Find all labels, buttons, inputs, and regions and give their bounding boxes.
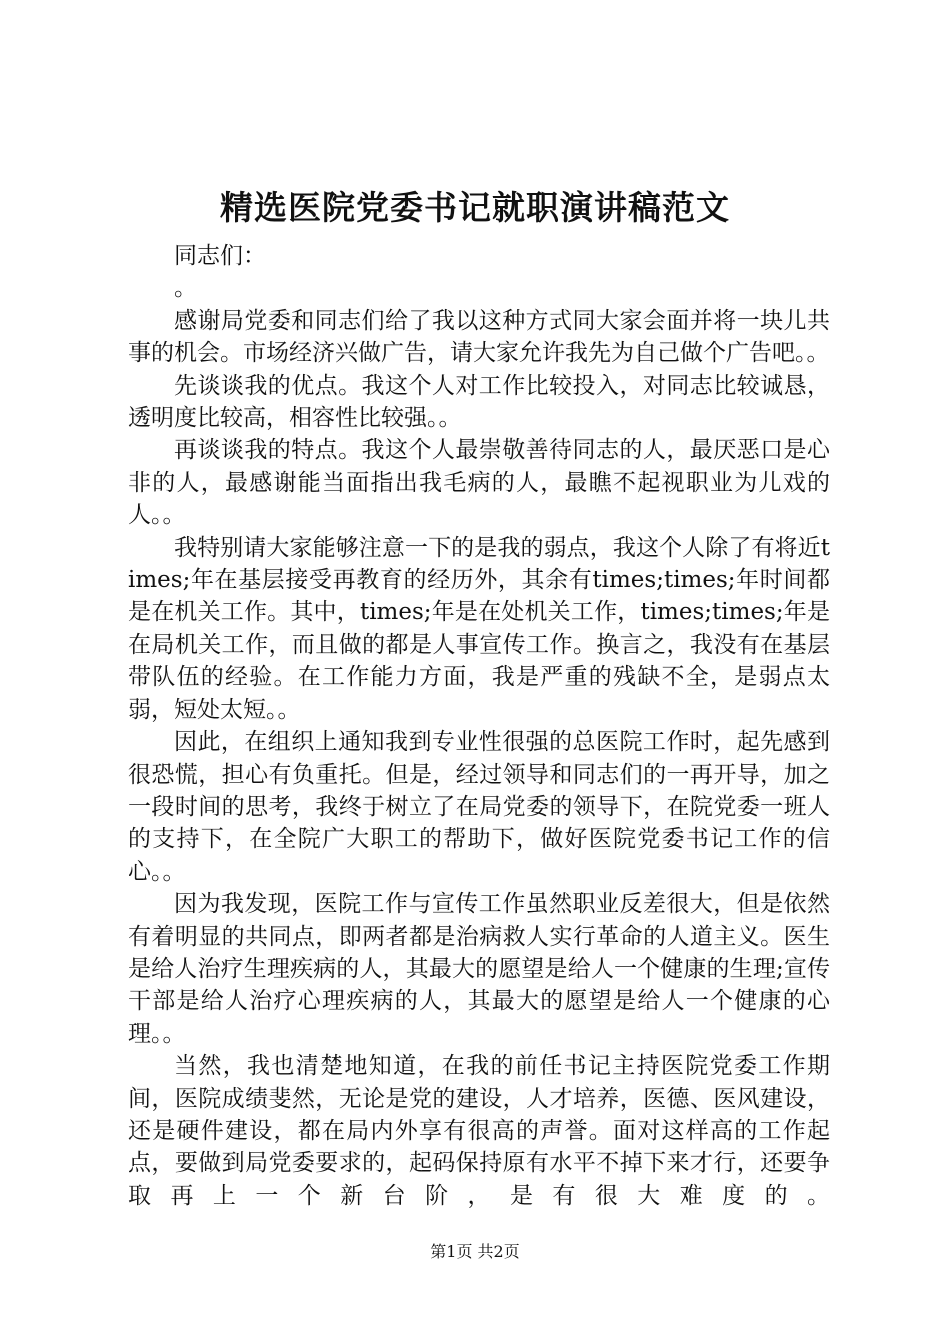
paragraph: 感谢局党委和同志们给了我以这种方式同大家会面并将一块儿共事的机会。市场经济兴做广告，请大家允许我先为自己做个广告吧。。 (128, 307, 830, 367)
paragraph: 再谈谈我的特点。我这个人最崇敬善待同志的人，最厌恶口是心非的人，最感谢能当面指出我毛病的人，最瞧不起视职业为儿戏的人。。 (128, 437, 830, 529)
paragraph: 当然，我也清楚地知道，在我的前任书记主持医院党委工作期间，医院成绩斐然，无论是党的建设，人才培养，医德、医风建设，还是硬件建设，都在局内外享有很高的声誉。面对这样高的工作起点，要做到局党委要求的，起码保持原有水平不掉下来才行，还要争取再上一个新台阶，是有很大难度的。 (128, 1053, 830, 1209)
paragraph: 因此，在组织上通知我到专业性很强的总医院工作时，起先感到很恐慌，担心有负重托。但是，经过领导和同志们的一再开导，加之一段时间的思考，我终于树立了在局党委的领导下，在院党委一班人的支持下，在全院广大职工的帮助下，做好医院党委书记工作的信心。。 (128, 729, 830, 885)
paragraph: 我特别请大家能够注意一下的是我的弱点，我这个人除了有将近times;年在基层接受再教育的经历外，其余有times;times;年时间都是在机关工作。其中，times;年是在处机关工作，times;times;年是在局机关工作，而且做的都是人事宣传工作。换言之，我没有在基层带队伍的经验。在工作能力方面，我是严重的残缺不全，是弱点太弱，短处太短。。 (128, 534, 830, 723)
paragraph: 。 (174, 275, 197, 302)
paragraph: 因为我发现，医院工作与宣传工作虽然职业反差很大，但是依然有着明显的共同点，即两者都是治病救人实行革命的人道主义。医生是给人治疗生理疾病的人，其最大的愿望是给人一个健康的生理;宣传干部是给人治疗心理疾病的人，其最大的愿望是给人一个健康的心理。。 (128, 891, 830, 1047)
document-title: 精选医院党委书记就职演讲稿范文 (220, 188, 730, 227)
document-body (128, 240, 830, 1212)
salutation: 同志们： (174, 243, 266, 269)
paragraph: 先谈谈我的优点。我这个人对工作比较投入，对同志比较诚恳，透明度比较高，相容性比较强。。 (128, 372, 830, 432)
page-footer: 第1页 共2页 (430, 1242, 520, 1261)
